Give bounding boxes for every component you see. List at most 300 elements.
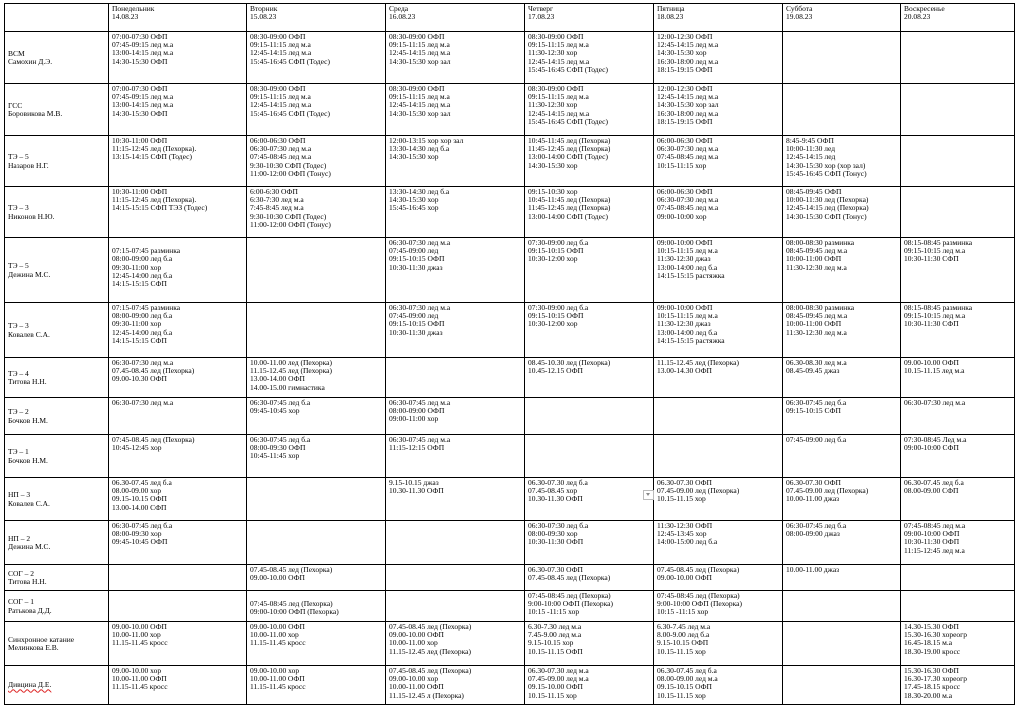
session-entry: 11:45-12:45 лед (Пехорка): [528, 144, 611, 154]
session-entry: 06:30-07:30 лед м.а: [904, 398, 966, 407]
session-entry: 10:00-11:30 лед: [786, 144, 836, 154]
day-date: 20.08.23: [904, 12, 931, 22]
session-entry: 09:15-10:30 хор: [528, 187, 578, 196]
session-entry: 10:15-11:15 лед м.а: [657, 246, 718, 256]
schedule-cell[interactable]: [654, 435, 783, 478]
schedule-cell[interactable]: [654, 565, 783, 591]
session-entry: 9.15-10.15 хор: [528, 638, 574, 648]
session-entry: 14:30-15:30 хор (хор зал): [786, 160, 866, 170]
schedule-cell[interactable]: [109, 136, 247, 187]
session-entry: 09:00-11:00 хор: [389, 414, 439, 424]
schedule-cell[interactable]: [386, 565, 525, 591]
schedule-cell[interactable]: [783, 666, 901, 705]
schedule-cell[interactable]: [654, 478, 783, 521]
session-entry: 10:00-11:00 ОФП: [786, 254, 842, 264]
schedule-cell[interactable]: [901, 435, 1015, 478]
session-entry: 10:30-12:00 хор: [528, 319, 578, 329]
session-entry: 11.15-12.45 лед (Пехорка): [657, 358, 739, 367]
schedule-cell[interactable]: [654, 666, 783, 705]
session-entry: 14:30-15:30 хор: [389, 195, 439, 205]
schedule-cell[interactable]: [654, 136, 783, 187]
session-entry: 08:30-09:00 ОФП: [250, 32, 306, 41]
schedule-cell[interactable]: [386, 84, 525, 136]
session-entry: 10.15-11.15 хор: [657, 494, 706, 504]
group-cell: [5, 565, 109, 591]
session-entry: 06.30-07.45 лед б.а: [657, 666, 717, 675]
session-entry: 12:00-12:30 ОФП: [657, 32, 713, 41]
schedule-cell[interactable]: [109, 591, 247, 622]
schedule-cell[interactable]: [109, 521, 247, 565]
session-entry: 10.45-12.15 ОФП: [528, 366, 583, 376]
group-cell: [5, 238, 109, 303]
schedule-cell[interactable]: [525, 187, 654, 238]
schedule-cell[interactable]: [247, 398, 386, 435]
schedule-cell[interactable]: [525, 478, 654, 521]
schedule-cell[interactable]: [525, 666, 654, 705]
session-entry: 08:30-09:00 ОФП: [528, 32, 584, 41]
schedule-cell[interactable]: [525, 622, 654, 666]
session-entry: 06:30-07:30 лед м.а: [389, 303, 451, 312]
session-entry: 7:45-8:45 лед м.а: [250, 203, 304, 213]
session-entry: 09:00-10:00 ОФП: [904, 529, 960, 539]
schedule-cell[interactable]: [654, 187, 783, 238]
session-entry: 10.00-11.00 хор: [112, 630, 161, 640]
session-entry: 13:30-14:30 лед б.а: [389, 187, 450, 196]
schedule-cell[interactable]: [386, 666, 525, 705]
schedule-cell[interactable]: [783, 565, 901, 591]
session-entry: 09:00-10:00 ОФП: [657, 303, 713, 312]
day-date: 17.08.23: [528, 12, 555, 22]
session-entry: 10.15-11.15 лед м.а: [904, 366, 965, 376]
session-entry: 15:45-16:45 хор: [389, 203, 439, 213]
session-entry: 10.00-11.00 ОФП: [250, 674, 305, 684]
session-entry: 15.30-16.30 хореогр: [904, 630, 967, 640]
session-entry: 08:00-08:30 разминка: [786, 303, 855, 312]
session-entry: 12:00-12:30 ОФП: [657, 84, 713, 93]
session-entry: 15:45-16:45 СФП (Тонус): [786, 168, 867, 178]
coach-name: Бочков Н.М.: [8, 455, 48, 465]
group-name: ТЭ – 2: [8, 407, 29, 417]
session-entry: 13:00-14:15 лед м.а: [112, 100, 174, 110]
coach-name: Боровикова М.В.: [8, 109, 63, 118]
schedule-cell[interactable]: [109, 622, 247, 666]
session-entry: 12:45-14:15 лед м.а: [250, 100, 312, 110]
session-entry: 09.00-10.00 ОФП: [250, 573, 305, 583]
group-cell: [5, 622, 109, 666]
schedule-cell[interactable]: [386, 622, 525, 666]
session-entry: 06.30-07.45 лед б.а: [112, 478, 172, 487]
session-entry: 08:00-09:00 лед б.а: [112, 254, 173, 264]
session-entry: 11.15-12.45 лед (Пехорка): [389, 646, 471, 656]
schedule-cell[interactable]: [654, 591, 783, 622]
session-entry: 11:30-12:30 лед м.а: [786, 327, 847, 337]
session-entry: 14.00-15.00 гимнастика: [250, 382, 325, 392]
schedule-table: [4, 3, 1015, 705]
session-entry: 12:45-13:45 хор: [657, 529, 707, 539]
schedule-cell[interactable]: [783, 398, 901, 435]
session-entry: 07:00-07:30 ОФП: [112, 32, 168, 41]
schedule-cell[interactable]: [654, 238, 783, 303]
schedule-cell[interactable]: [901, 622, 1015, 666]
schedule-cell[interactable]: [247, 435, 386, 478]
session-entry: 06:30-07:45 лед б.а: [786, 398, 847, 407]
session-entry: 08.45-10.30 лед (Пехорка): [528, 358, 611, 367]
session-entry: 14:30-15:30 ОФП: [112, 108, 168, 118]
session-entry: 15:45-16:45 СФП (Тодес): [250, 56, 330, 66]
session-entry: 09:45-10:45 хор: [250, 406, 300, 416]
session-entry: 06.30-07.30 ОФП: [657, 478, 712, 487]
schedule-cell[interactable]: [386, 187, 525, 238]
session-entry: 12:45-14:15 лед м.а: [657, 92, 719, 102]
group-row: [5, 136, 1015, 187]
session-entry: 06:30-07:45 лед м.а: [389, 435, 451, 444]
day-date: 15.08.23: [250, 12, 277, 22]
session-entry: 15:45-16:45 СФП (Тодес): [528, 116, 608, 126]
session-entry: 10:15-11:15 хор: [657, 160, 707, 170]
session-entry: 07:45-08:45 лед (Пехорка): [250, 599, 333, 609]
session-entry: 09.15-10.00 ОФП: [528, 682, 583, 692]
session-entry: 08:30-09:00 ОФП: [389, 84, 445, 93]
session-entry: 10.15-11.15 ОФП: [528, 646, 583, 656]
session-entry: 10:30-12:00 хор: [528, 254, 578, 264]
schedule-cell[interactable]: [247, 521, 386, 565]
session-entry: 07.45-08.45 лед (Пехорка): [528, 573, 611, 583]
session-entry: 17.45-18.15 кросс: [904, 682, 961, 692]
schedule-cell[interactable]: [386, 358, 525, 398]
session-entry: 8:45-9:45 ОФП: [786, 136, 834, 145]
group-cell: [5, 358, 109, 398]
session-entry: 10.30-11.30 ОФП: [389, 486, 444, 496]
cell-dropdown-handle[interactable]: [643, 490, 654, 500]
session-entry: 10.30-11.30 ОФП: [528, 494, 583, 504]
schedule-cell[interactable]: [109, 358, 247, 398]
schedule-cell[interactable]: [247, 187, 386, 238]
session-entry: 09:15-10:15 лед м.а: [904, 311, 966, 321]
schedule-cell[interactable]: [386, 521, 525, 565]
schedule-cell[interactable]: [109, 478, 247, 521]
group-name: ТЭ – 3: [8, 203, 29, 213]
schedule-cell[interactable]: [525, 591, 654, 622]
schedule-cell[interactable]: [525, 398, 654, 435]
schedule-cell[interactable]: [525, 303, 654, 358]
schedule-cell[interactable]: [525, 521, 654, 565]
session-entry: 09:15-10:15 ОФП: [528, 311, 584, 321]
schedule-cell[interactable]: [901, 521, 1015, 565]
session-entry: 08:45-09:45 лед м.а: [786, 246, 848, 256]
schedule-cell[interactable]: [783, 591, 901, 622]
schedule-cell[interactable]: [109, 398, 247, 435]
session-entry: 12:45-14:15 лед м.а: [389, 48, 451, 58]
schedule-cell[interactable]: [901, 238, 1015, 303]
session-entry: 06:30-07:45 лед б.а: [112, 521, 173, 530]
schedule-cell[interactable]: [901, 565, 1015, 591]
schedule-cell[interactable]: [654, 84, 783, 136]
schedule-cell[interactable]: [783, 187, 901, 238]
session-entry: 14:30-15:30 хор: [389, 152, 439, 162]
session-entry: 11:30-12:30 хор: [528, 100, 578, 110]
session-entry: 10.00-11.00 ОФП: [389, 682, 444, 692]
session-entry: 10:15-11:15 лед м.а: [657, 311, 718, 321]
session-entry: 12:45-14:15 лед: [786, 152, 836, 162]
schedule-cell[interactable]: [901, 32, 1015, 84]
session-entry: 06:30-07:45 лед б.а: [250, 435, 311, 444]
session-entry: 09:00-10:00 СФП: [904, 443, 959, 453]
schedule-cell[interactable]: [109, 303, 247, 358]
group-name: НП – 2: [8, 533, 31, 543]
session-entry: 09:15-11:15 лед м.а: [250, 92, 311, 102]
session-entry: 16.30-17.30 хореогр: [904, 674, 967, 684]
schedule-cell[interactable]: [247, 565, 386, 591]
group-row: [5, 478, 1015, 521]
schedule-cell[interactable]: [386, 478, 525, 521]
schedule-cell[interactable]: [247, 238, 386, 303]
group-row: [5, 303, 1015, 358]
session-entry: 6:30-7:30 лед м.а: [250, 195, 304, 205]
schedule-cell[interactable]: [247, 666, 386, 705]
session-entry: 06:30-07:30 лед м.а: [389, 238, 451, 247]
session-entry: 11.15-11.45 кросс: [250, 638, 306, 648]
session-entry: 13:30-14:30 лед б.а: [389, 144, 450, 154]
schedule-cell[interactable]: [901, 303, 1015, 358]
session-entry: 8.00-9.00 лед б.а: [657, 630, 710, 640]
group-name: Синхронное катание: [8, 634, 75, 644]
session-entry: 07.45-09.00 лед (Пехорка): [786, 486, 869, 496]
session-entry: 18:15-19:15 ОФП: [657, 116, 713, 126]
schedule-cell[interactable]: [783, 136, 901, 187]
schedule-cell[interactable]: [783, 303, 901, 358]
day-header: [247, 4, 386, 32]
session-entry: 14:15-15:15 растяжка: [657, 335, 725, 345]
schedule-cell[interactable]: [386, 435, 525, 478]
session-entry: 11:45-12:45 лед (Пехорка): [528, 203, 611, 213]
session-entry: 12:45-14:15 лед м.а: [528, 56, 590, 66]
schedule-cell[interactable]: [109, 565, 247, 591]
session-entry: 11:15-12:45 лед (Пехорка).: [112, 195, 197, 205]
session-entry: 08:00-09:30 хор: [528, 529, 578, 539]
session-entry: 12:45-14:15 лед (Пехорка): [786, 203, 869, 213]
session-entry: 16:30-18:00 лед м.а: [657, 56, 719, 66]
corner-cell: [5, 4, 109, 32]
schedule-cell[interactable]: [109, 435, 247, 478]
session-entry: 07:15-07:45 разминка: [112, 246, 181, 256]
session-entry: 06:30-07:30 лед м.а: [250, 144, 312, 154]
session-entry: 10.00-11.00 джаз: [786, 565, 840, 574]
session-entry: 10.00-11.00 лед (Пехорка): [250, 358, 332, 367]
group-name: ГСС: [8, 100, 23, 110]
schedule-cell[interactable]: [901, 187, 1015, 238]
session-entry: 09.00-10.00 ОФП: [389, 630, 444, 640]
schedule-cell[interactable]: [783, 238, 901, 303]
session-entry: 09.00-10.00 ОФП: [657, 573, 712, 583]
day-date: 19.08.23: [786, 12, 813, 22]
session-entry: 14:15-15:15 СФП ТЭЗ (Тодес): [112, 203, 208, 213]
group-row: [5, 187, 1015, 238]
schedule-cell[interactable]: [901, 398, 1015, 435]
schedule-cell[interactable]: [525, 435, 654, 478]
session-entry: 12:45-14:15 лед м.а: [389, 100, 451, 110]
schedule-cell[interactable]: [247, 84, 386, 136]
session-entry: 7.45-9.00 лед м.а: [528, 630, 582, 640]
session-entry: 07:45-08:45 лед м.а: [250, 152, 312, 162]
schedule-cell[interactable]: [109, 666, 247, 705]
schedule-cell[interactable]: [901, 358, 1015, 398]
group-cell: [5, 435, 109, 478]
session-entry: 09.00-10.00 хор: [112, 666, 162, 675]
group-name: Дивцина Д.Е.: [8, 680, 52, 690]
schedule-cell[interactable]: [783, 32, 901, 84]
session-entry: 09.00-10.00 ОФП: [112, 622, 167, 631]
session-entry: 07:30-09:00 лед б.а: [528, 303, 589, 312]
schedule-cell[interactable]: [783, 358, 901, 398]
session-entry: 09.00-10.00 хор: [250, 666, 300, 675]
session-entry: 09.15-10.15 ОФП: [112, 494, 167, 504]
schedule-cell[interactable]: [654, 398, 783, 435]
schedule-cell[interactable]: [654, 32, 783, 84]
session-entry: 12:45-14:15 лед м.а: [528, 108, 590, 118]
schedule-cell[interactable]: [247, 358, 386, 398]
schedule-cell[interactable]: [525, 238, 654, 303]
session-entry: 13:00-14:00 СФП (Тодес): [528, 152, 608, 162]
day-date: 16.08.23: [389, 12, 416, 22]
schedule-cell[interactable]: [386, 398, 525, 435]
schedule-cell[interactable]: [386, 238, 525, 303]
schedule-cell[interactable]: [386, 303, 525, 358]
session-entry: 13:00-14:15 лед м.а: [112, 48, 174, 58]
session-entry: 10:45-11:45 лед (Пехорка): [528, 136, 611, 145]
group-row: [5, 32, 1015, 84]
session-entry: 11:15-12:45 лед (Пехорка).: [112, 144, 197, 154]
day-name: Вторник: [250, 4, 278, 13]
schedule-cell[interactable]: [386, 32, 525, 84]
schedule-cell[interactable]: [247, 591, 386, 622]
schedule-cell[interactable]: [654, 622, 783, 666]
schedule-cell[interactable]: [109, 32, 247, 84]
session-entry: 07:45-08:45 лед м.а: [657, 152, 719, 162]
schedule-cell[interactable]: [783, 84, 901, 136]
session-entry: 14:00-15:00 лед б.а: [657, 537, 718, 547]
schedule-cell[interactable]: [386, 136, 525, 187]
session-entry: 15:45-16:45 СФП (Тодес): [528, 64, 608, 74]
session-entry: 09:00-10:00 ОФП (Пехорка): [250, 607, 339, 617]
schedule-cell[interactable]: [525, 32, 654, 84]
session-entry: 13:15-14:15 СФП (Тодес): [112, 152, 192, 162]
session-entry: 07.45-08.45 лед (Пехорка): [389, 622, 472, 631]
session-entry: 09.00-10.00 хор: [389, 674, 439, 684]
session-entry: 09:15-11:15 лед м.а: [389, 92, 450, 102]
schedule-cell[interactable]: [525, 84, 654, 136]
session-entry: 15:45-16:45 СФП (Тодес): [250, 108, 330, 118]
coach-name: Ковалев С.А.: [8, 498, 50, 508]
session-entry: 06:00-06:30 ОФП: [657, 187, 713, 196]
group-row: [5, 565, 1015, 591]
session-entry: 18.30-19.00 кросс: [904, 646, 961, 656]
session-entry: 11:30-12:30 хор: [528, 48, 578, 58]
session-entry: 06:30-07:45 лед б.а: [786, 521, 847, 530]
coach-name: Бочков Н.М.: [8, 415, 48, 425]
schedule-cell[interactable]: [654, 303, 783, 358]
session-entry: 10.00-11.00 джаз: [786, 494, 840, 504]
session-entry: 10:30-11:30 джаз: [389, 262, 443, 272]
session-entry: 11:15-12:45 лед м.а: [904, 545, 965, 555]
group-row: [5, 591, 1015, 622]
session-entry: 10:30-11:30 ОФП: [528, 537, 584, 547]
schedule-cell[interactable]: [901, 591, 1015, 622]
schedule-cell[interactable]: [109, 238, 247, 303]
schedule-cell[interactable]: [901, 84, 1015, 136]
day-name: Суббота: [786, 4, 813, 13]
session-entry: 09:45-10:45 ОФП: [112, 537, 168, 547]
session-entry: 14:30-15:30 СФП (Тонус): [786, 211, 867, 221]
schedule-cell[interactable]: [247, 32, 386, 84]
schedule-cell[interactable]: [247, 478, 386, 521]
day-header: [654, 4, 783, 32]
session-entry: 09:15-10:15 ОФП: [389, 319, 445, 329]
group-row: [5, 666, 1015, 705]
session-entry: 14.30-15.30 ОФП: [904, 622, 959, 631]
coach-name: Никонов Н.Ю.: [8, 211, 55, 221]
group-cell: [5, 478, 109, 521]
schedule-cell[interactable]: [783, 478, 901, 521]
session-entry: 09:15-10:15 лед м.а: [904, 246, 966, 256]
group-name: НП – 3: [8, 490, 31, 500]
schedule-cell[interactable]: [109, 187, 247, 238]
session-entry: 06:00-06:30 ОФП: [250, 136, 306, 145]
group-cell: [5, 666, 109, 705]
schedule-cell[interactable]: [247, 622, 386, 666]
day-header: [109, 4, 247, 32]
schedule-cell[interactable]: [783, 622, 901, 666]
session-entry: 14:15-15:15 СФП: [112, 335, 167, 345]
session-entry: 14:30-15:30 хор: [528, 160, 578, 170]
session-entry: 07.45-09.00 лед м.а: [528, 674, 589, 684]
session-entry: 10:15 -11:15 хор: [528, 607, 580, 617]
schedule-cell[interactable]: [901, 478, 1015, 521]
schedule-cell[interactable]: [783, 435, 901, 478]
schedule-cell[interactable]: [109, 84, 247, 136]
schedule-cell[interactable]: [247, 136, 386, 187]
schedule-cell[interactable]: [654, 358, 783, 398]
session-entry: 07:45-08.45 лед (Пехорка): [112, 435, 195, 444]
schedule-cell[interactable]: [247, 303, 386, 358]
session-entry: 07:45-08:45 лед (Пехорка): [528, 591, 611, 600]
schedule-cell[interactable]: [901, 666, 1015, 705]
schedule-body: [5, 32, 1015, 705]
schedule-cell[interactable]: [525, 565, 654, 591]
group-name: ТЭ – 4: [8, 368, 29, 378]
schedule-cell[interactable]: [654, 521, 783, 565]
session-entry: 08:30-09:00 ОФП: [528, 84, 584, 93]
session-entry: 07.45-08.45 лед (Пехорка): [389, 666, 472, 675]
schedule-cell[interactable]: [783, 521, 901, 565]
session-entry: 09:30-11:00 хор: [112, 262, 162, 272]
schedule-cell[interactable]: [525, 136, 654, 187]
session-entry: 09:00-10:00 ОФП: [657, 238, 713, 247]
schedule-cell[interactable]: [386, 591, 525, 622]
session-entry: 07:45-09:00 лед: [389, 311, 439, 321]
session-entry: 08:00-08:30 разминка: [786, 238, 855, 247]
session-entry: 06.30-07.30 лед б.а: [528, 478, 588, 487]
schedule-cell[interactable]: [525, 358, 654, 398]
session-entry: 15.30-16.30 ОФП: [904, 666, 959, 675]
schedule-cell[interactable]: [901, 136, 1015, 187]
session-entry: 08:15-08:45 разминка: [904, 238, 973, 247]
session-entry: 13:00-14:00 лед б.а: [657, 327, 718, 337]
session-entry: 14:30-15:30 хор зал: [389, 56, 451, 66]
session-entry: 12:45-14:00 лед б.а: [112, 327, 173, 337]
session-entry: 10.00-11.00 ОФП: [112, 674, 167, 684]
session-entry: 08:30-09:00 ОФП: [389, 32, 445, 41]
session-entry: 10.15-11.15 хор: [657, 690, 706, 700]
